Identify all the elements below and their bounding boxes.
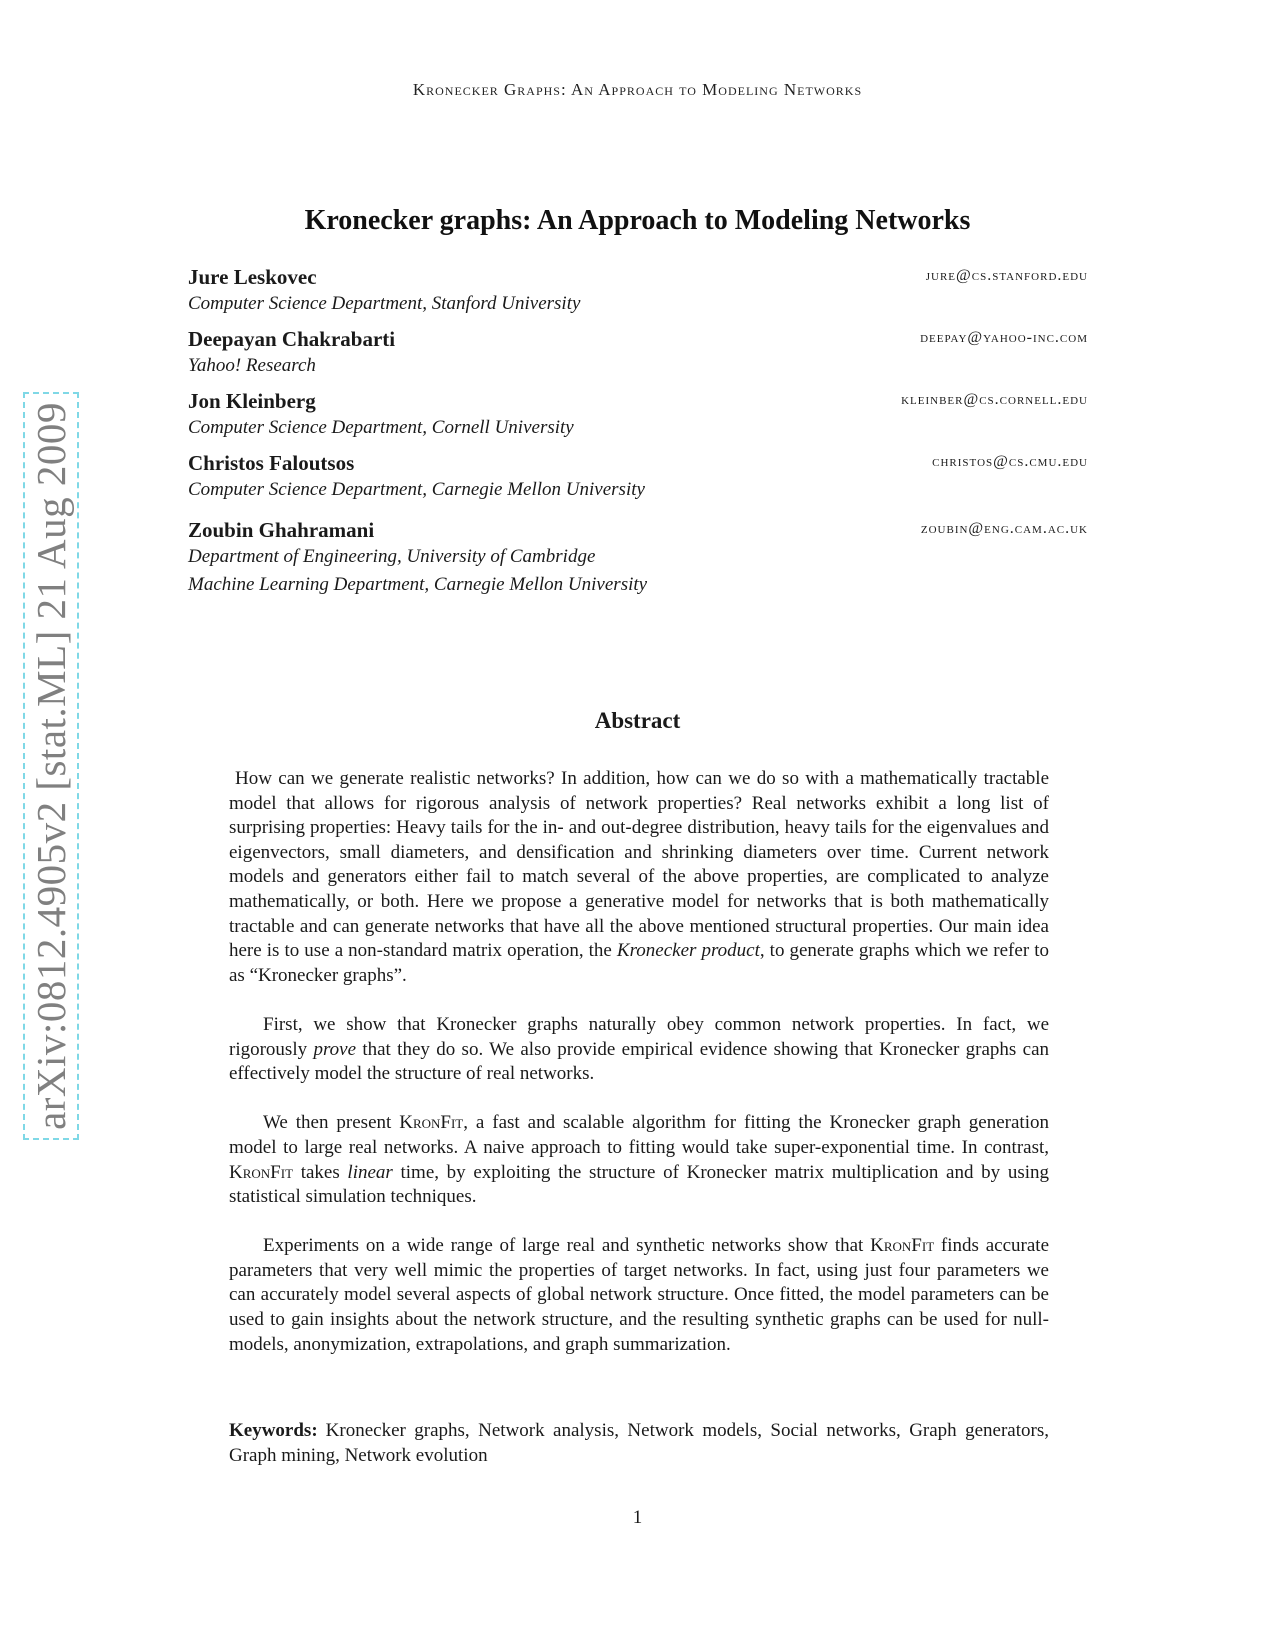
abstract-text: , a fast and scalable algorithm for fitting the Kronecker graph generation model to large real networks. A naive approach to fitting would take super-exponential time. In contrast, (229, 1112, 1049, 1158)
kronfit-name: KronFit (229, 1161, 294, 1183)
abstract-text: How can we generate realistic networks? In addition, how can we do so with a mathematically tractable model that allows for rigorous analysis of network properties? Real networks exhibit a long list of surprising properties: Heavy tails for the in- and out-degree distribution, heavy tails for the eigenvalues and eigenvectors, small diameters, and densification and shrinking diameters over time. Current network models and generators either fail to match several of the above properties, are complicated to analyze mathematically, or both. Here we propose a generative model for networks that is both mathematically tractable and can generate networks that have all the above mentioned structural properties. Our main idea here is to use a non-standard matrix operation, the (229, 768, 1049, 962)
author-name: Christos Faloutsos (188, 451, 355, 475)
author-block (188, 517, 1088, 599)
abstract-text: time, by exploiting the structure of Kronecker matrix multiplication and by using statistical simulation techniques. (229, 1161, 1049, 1208)
abstract-heading: Abstract (594, 708, 681, 733)
keywords-label: Keywords: (229, 1420, 318, 1441)
author-email[interactable]: jure@cs.stanford.edu (925, 267, 1088, 284)
author-email[interactable]: kleinber@cs.cornell.edu (901, 391, 1088, 408)
kronfit-name: KronFit (399, 1112, 464, 1134)
abstract-text: First, we show that Kronecker graphs naturally obey common network properties. In fact, we rigorously (229, 1013, 1049, 1060)
abstract-body (229, 767, 1049, 1382)
author-name: Jon Kleinberg (188, 389, 316, 413)
abstract-paragraph (229, 1013, 1049, 1087)
abstract-paragraph (229, 767, 1049, 988)
author-name: Zoubin Ghahramani (188, 518, 375, 542)
author-affiliation: Computer Science Department, Stanford University (188, 293, 581, 314)
keywords-text: Kronecker graphs, Network analysis, Network models, Social networks, Graph generators, Graph mining, Network evolution (229, 1420, 1049, 1466)
keywords (229, 1419, 1049, 1468)
running-header: Kronecker Graphs: An Approach to Modeling Networks (412, 80, 863, 99)
author-affiliation: Department of Engineering, University of Cambridge (188, 546, 596, 567)
author-block (188, 326, 1088, 380)
abstract-text: Experiments on a wide range of large real and synthetic networks show that (263, 1235, 871, 1257)
kronfit-name: KronFit (870, 1235, 935, 1257)
author-affiliation: Yahoo! Research (188, 355, 316, 376)
abstract-emphasis: prove (313, 1038, 357, 1060)
author-email[interactable]: zoubin@eng.cam.ac.uk (920, 520, 1088, 537)
author-affiliation: Machine Learning Department, Carnegie Mellon University (188, 574, 648, 595)
abstract-text: We then present (263, 1112, 400, 1134)
paper-title: Kronecker graphs: An Approach to Modeling Networks (304, 205, 971, 236)
author-block (188, 264, 1088, 318)
author-affiliation: Computer Science Department, Carnegie Mellon University (188, 479, 645, 500)
arxiv-stamp[interactable] (23, 392, 79, 1140)
author-affiliation: Computer Science Department, Cornell University (188, 417, 574, 438)
author-name: Jure Leskovec (188, 265, 317, 289)
abstract-emphasis: Kronecker product (616, 940, 760, 962)
page-number: 1 (632, 1507, 643, 1528)
author-name: Deepayan Chakrabarti (188, 327, 396, 351)
abstract-emphasis: linear (347, 1161, 393, 1183)
author-email[interactable]: christos@cs.cmu.edu (932, 453, 1088, 470)
abstract-paragraph (229, 1234, 1049, 1357)
arxiv-identifier: arXiv:0812.4905v2 [stat.ML] 21 Aug 2009 (28, 402, 74, 1130)
abstract-paragraph (229, 1111, 1049, 1209)
abstract-text: , to generate graphs which we refer to as “Kronecker graphs”. (229, 940, 1049, 986)
abstract-text: that they do so. We also provide empirical evidence showing that Kronecker graphs can effectively model the structure of real networks. (229, 1038, 1050, 1085)
author-block (188, 450, 1088, 504)
abstract-text: takes (293, 1161, 348, 1183)
abstract-text: finds accurate parameters that very well mimic the properties of target networks. In fact, using just four parameters we can accurately model several aspects of global network structure. Once fitted, the model parameters can be used to gain insights about the network structure, and the resulting synthetic graphs can be used for null-models, anonymization, extrapolations, and graph summarization. (229, 1235, 1049, 1355)
author-email[interactable]: deepay@yahoo-inc.com (920, 329, 1088, 346)
author-block (188, 388, 1088, 442)
